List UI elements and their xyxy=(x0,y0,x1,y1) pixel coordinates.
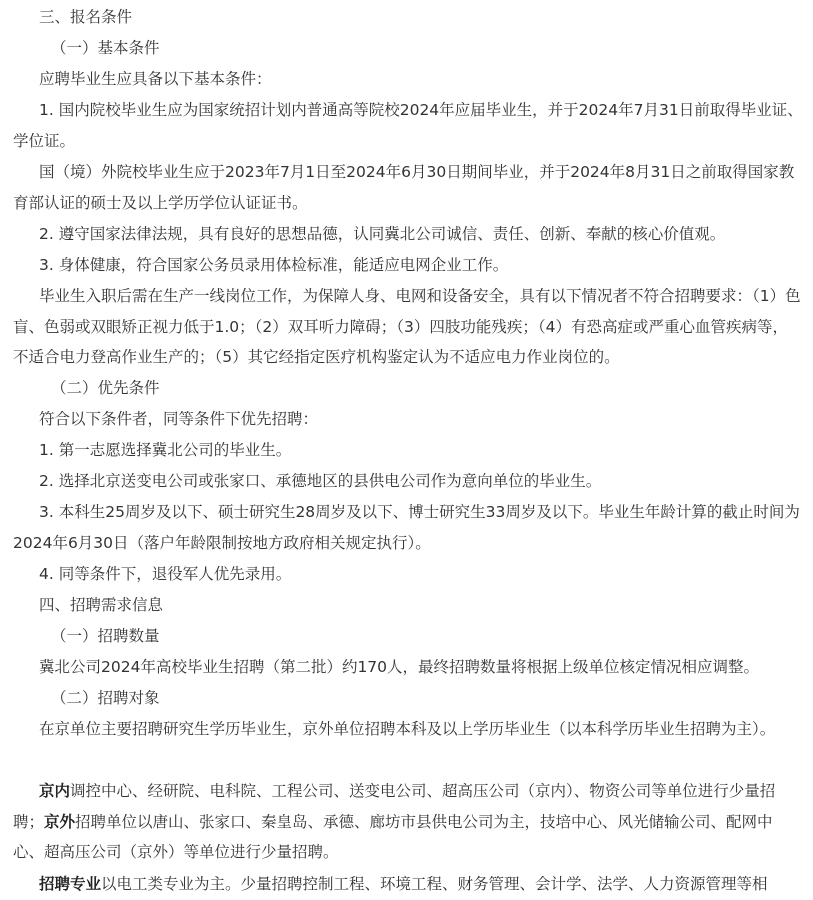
recruitment-major-paragraph xyxy=(13,869,803,900)
basic-conditions-intro: 应聘毕业生应具备以下基本条件： xyxy=(39,70,272,88)
priority-condition-3: 3. 本科生25周岁及以下、硕士研究生28周岁及以下、博士研究生33周岁及以下。毕业生年龄计算的截止时间为2024年6月30日（落户年龄限制按地方政府相关规定执行）。 xyxy=(13,503,800,552)
jingnei-text: 调控中心、经研院、电科院、工程公司、送变电公司、超高压公司（京内）、物资公司等单位进行少量招聘； xyxy=(13,782,776,831)
basic-condition-3: 3. 身体健康，符合国家公务员录用体检标准，能适应电网企业工作。 xyxy=(39,256,509,274)
priority-conditions-heading: （二）优先条件 xyxy=(51,379,160,397)
recruitment-target-text: 在京单位主要招聘研究生学历毕业生，京外单位招聘本科及以上学历毕业生（以本科学历毕业生招聘为主）。 xyxy=(39,720,776,738)
section-4-heading: 四、招聘需求信息 xyxy=(39,596,164,614)
recruitment-target-heading: （二）招聘对象 xyxy=(51,689,160,707)
priority-condition-2: 2. 选择北京送变电公司或张家口、承德地区的县供电公司作为意向单位的毕业生。 xyxy=(39,472,602,490)
basic-condition-2: 2. 遵守国家法律法规，具有良好的思想品德，认同冀北公司诚信、责任、创新、奉献的核心价值观。 xyxy=(39,225,726,243)
recruitment-quantity-text: 冀北公司2024年高校毕业生招聘（第二批）约170人，最终招聘数量将根据上级单位核定情况相应调整。 xyxy=(39,658,760,676)
priority-condition-1: 1. 第一志愿选择冀北公司的毕业生。 xyxy=(39,441,292,459)
jingwai-label: 京外 xyxy=(44,812,76,831)
section-3-heading: 三、报名条件 xyxy=(39,8,133,26)
priority-condition-4: 4. 同等条件下，退役军人优先录用。 xyxy=(39,565,292,583)
jingwai-text: 招聘单位以唐山、张家口、秦皇岛、承德、廊坊市县供电公司为主，技培中心、风光储输公司、配网中心、超高压公司（京外）等单位进行少量招聘。 xyxy=(13,812,773,861)
basic-condition-1: 1. 国内院校毕业生应为国家统招计划内普通高等院校2024年应届毕业生，并于2024年7月31日前取得毕业证、学位证。 xyxy=(13,101,803,150)
basic-condition-1-overseas: 国（境）外院校毕业生应于2023年7月1日至2024年6月30日期间毕业，并于2024年8月31日之前取得国家教育部认证的硕士及以上学历学位认证证书。 xyxy=(13,163,795,212)
priority-conditions-intro: 符合以下条件者，同等条件下优先招聘： xyxy=(39,410,319,428)
major-text: 以电工类专业为主。少量招聘控制工程、环境工程、财务管理、会计学、法学、人力资源管理等相 xyxy=(101,875,768,893)
health-requirements-note: 毕业生入职后需在生产一线岗位工作，为保障人身、电网和设备安全，具有以下情况者不符合招聘要求：（1）色盲、色弱或双眼矫正视力低于1.0；（2）双耳听力障碍；（3）四肢功能残疾；（4）有恐高症或严重心血管疾病等，不适合电力登高作业生产的；（5）其它经指定医疗机构鉴定认为不适应电力作业岗位的。 xyxy=(13,287,801,366)
beijing-units-paragraph xyxy=(13,776,803,868)
recruitment-quantity-heading: （一）招聘数量 xyxy=(51,627,160,645)
jingnei-label: 京内 xyxy=(39,782,71,800)
basic-conditions-heading: （一）基本条件 xyxy=(51,39,160,57)
major-label: 招聘专业 xyxy=(39,875,102,893)
